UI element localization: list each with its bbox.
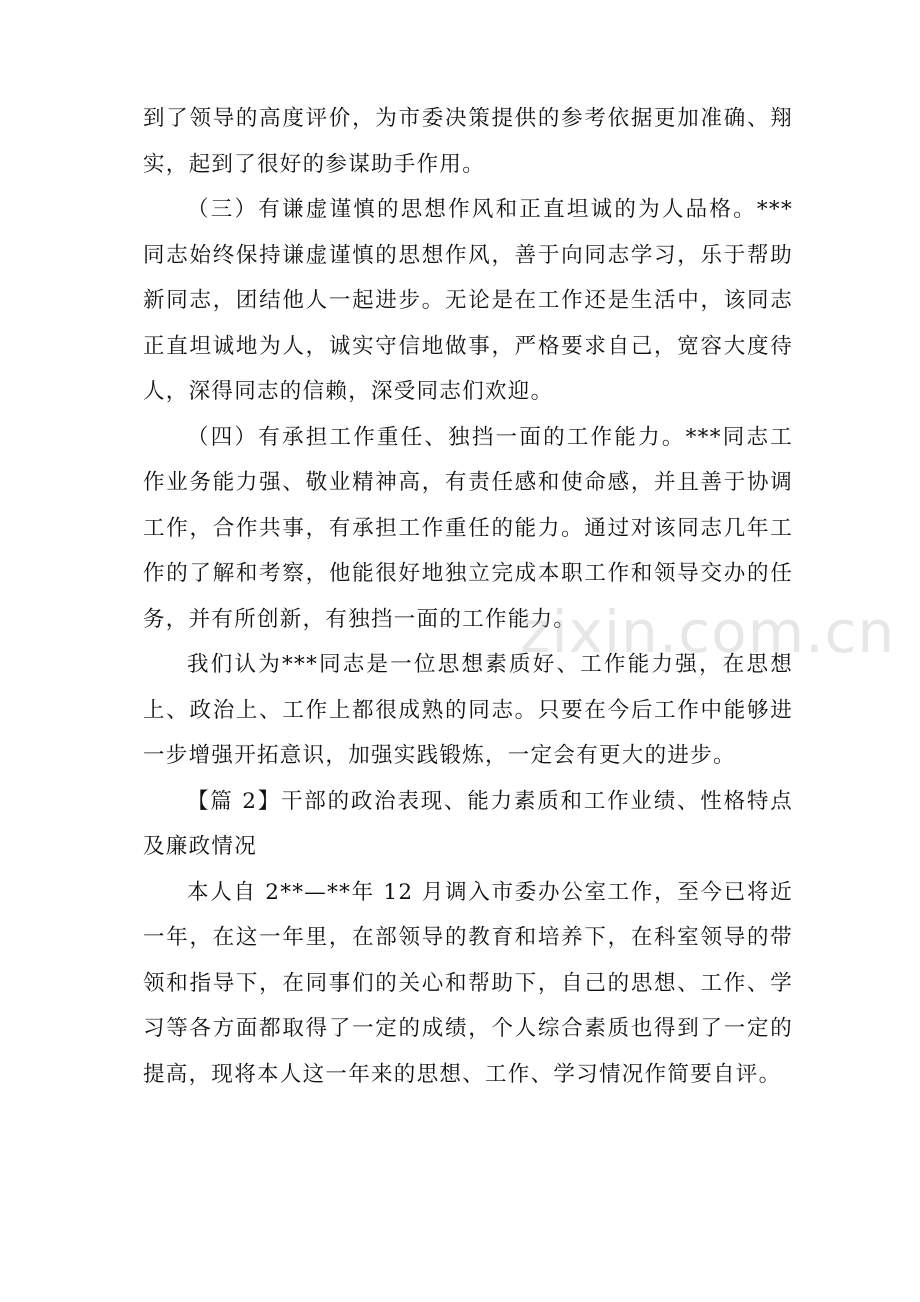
- paragraph-5: 本人自 2**—**年 12 月调入市委办公室工作，至今已将近一年，在这一年里，在部领导的教育和培养下，在科室领导的带领和指导下，在同事们的关心和帮助下，自己的思想、工作、学习等各方面都取得了一定的成绩，个人综合素质也得到了一定的提高，现将本人这一年来的思想、工作、学习情况作简要自评。: [143, 879, 793, 1087]
- watermark-text: zixin.com.cn: [520, 598, 896, 666]
- paragraph-3: （四）有承担工作重任、独挡一面的工作能力。***同志工作业务能力强、敬业精神高，有责任感和使命感，并且善于协调工作，合作共事，有承担工作重任的能力。通过对该同志几年工作的了解和考察，他能很好地独立完成本职工作和领导交办的任务，并有所创新，有独挡一面的工作能力。: [143, 424, 793, 632]
- paragraph-1: 到了领导的高度评价，为市委决策提供的参考依据更加准确、翔实，起到了很好的参谋助手作用。: [143, 106, 793, 177]
- paragraph-2: （三）有谦虚谨慎的思想作风和正直坦诚的为人品格。***同志始终保持谦虚谨慎的思想作风，善于向同志学习，乐于帮助新同志，团结他人一起进步。无论是在工作还是生活中，该同志正直坦诚地为人，诚实守信地做事，严格要求自己，宽容大度待人，深得同志的信赖，深受同志们欢迎。: [143, 197, 793, 404]
- document-body: [143, 96, 793, 1097]
- section-heading-2: 【篇 2】干部的政治表现、能力素质和工作业绩、性格特点及廉政情况: [143, 788, 793, 859]
- paragraph-4: 我们认为***同志是一位思想素质好、工作能力强，在思想上、政治上、工作上都很成熟的同志。只要在今后工作中能够进一步增强开拓意识，加强实践锻炼，一定会有更大的进步。: [143, 652, 793, 768]
